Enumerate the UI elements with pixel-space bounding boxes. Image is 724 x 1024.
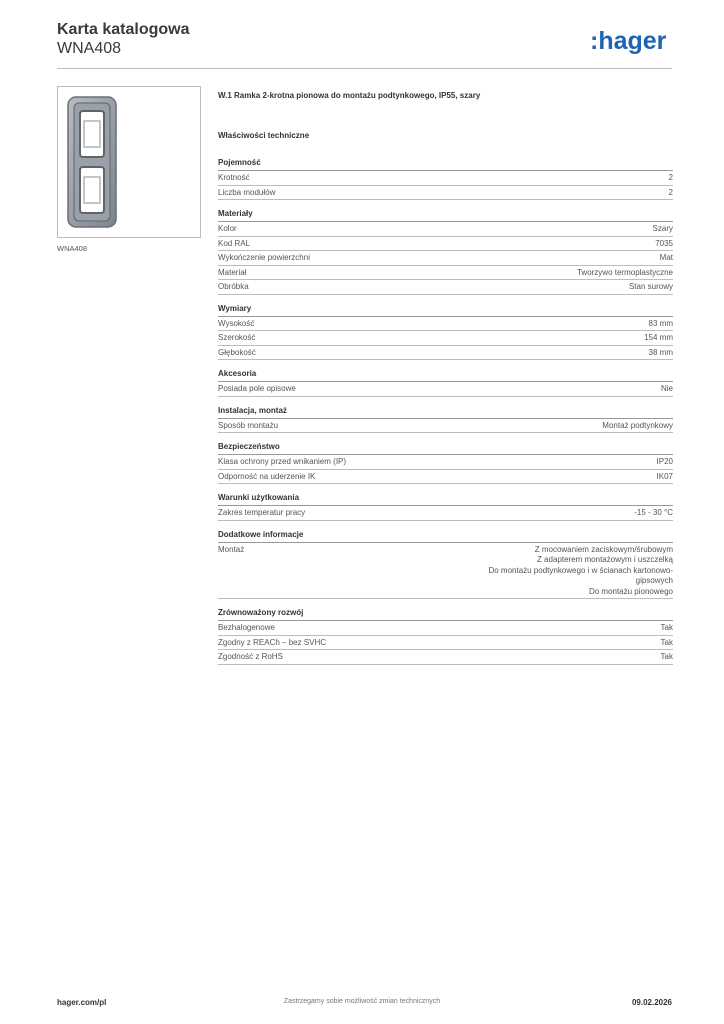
- spec-group: [218, 492, 673, 521]
- spec-label: Liczba modułów: [218, 187, 276, 197]
- spec-value: -15 - 30 °C: [634, 508, 673, 517]
- spec-row: [218, 317, 673, 332]
- spec-label: Montaż: [218, 544, 245, 554]
- spec-value: Mat: [659, 253, 673, 262]
- spec-row: [218, 419, 673, 434]
- spec-value: Tak: [660, 623, 673, 632]
- svg-text::hager: :hager: [590, 28, 667, 55]
- spec-row: [218, 455, 673, 470]
- spec-group: [218, 529, 673, 600]
- spec-group-title: Pojemność: [218, 157, 673, 171]
- footer-disclaimer: Zastrzegamy sobie możliwość zmian technicznych: [283, 998, 441, 1005]
- spec-value: Szary: [652, 224, 673, 233]
- spec-label: Klasa ochrony przed wnikaniem (IP): [218, 457, 347, 466]
- spec-value: Z mocowaniem zaciskowym/śrubowym Z adapterem montażowym i uszczelką Do montażu podtynkowego i w ścianach kartonowo- gipsowych Do montażu pionowego: [488, 544, 673, 596]
- document-title: Karta katalogowa: [57, 21, 190, 38]
- section-title: Właściwości techniczne: [218, 131, 310, 140]
- spec-group-title: Bezpieczeństwo: [218, 441, 673, 455]
- spec-row: [218, 266, 673, 281]
- image-caption: WNA408: [57, 244, 88, 253]
- spec-group: [218, 157, 673, 200]
- spec-row: [218, 650, 673, 665]
- spec-label: Odporność na uderzenie IK: [218, 471, 316, 481]
- spec-row: [218, 171, 673, 186]
- frame-illustration: [58, 87, 200, 237]
- spec-label: Głębokość: [218, 347, 256, 357]
- spec-group: [218, 303, 673, 361]
- spec-value: Stan surowy: [628, 282, 673, 291]
- spec-group-title: Instalacja, montaż: [218, 405, 673, 419]
- spec-row: [218, 251, 673, 266]
- spec-row: [218, 186, 673, 201]
- spec-label: Posiada pole opisowe: [218, 384, 296, 393]
- spec-row: [218, 237, 673, 252]
- spec-row: [218, 331, 673, 346]
- spec-group-title: Warunki użytkowania: [218, 492, 673, 506]
- spec-value: 2: [668, 173, 673, 182]
- spec-value: Tak: [660, 652, 673, 661]
- spec-value: IP20: [656, 457, 673, 466]
- spec-group-title: Materiały: [218, 208, 673, 222]
- spec-group: [218, 368, 673, 397]
- spec-group: [218, 405, 673, 434]
- spec-row: [218, 543, 673, 600]
- spec-sheet: [218, 90, 673, 673]
- spec-group: [218, 208, 673, 295]
- header-divider: [57, 68, 672, 69]
- spec-label: Krotność: [218, 173, 250, 182]
- spec-group-title: Wymiary: [218, 303, 673, 317]
- spec-row: [218, 621, 673, 636]
- spec-label: Kod RAL: [218, 238, 251, 248]
- spec-group: [218, 607, 673, 665]
- spec-label: Zgodny z REACh – bez SVHC: [218, 637, 327, 647]
- spec-label: Bezhalogenowe: [218, 623, 275, 632]
- spec-value: 2: [668, 187, 673, 197]
- spec-label: Szerokość: [218, 333, 256, 342]
- spec-label: Kolor: [218, 224, 237, 233]
- spec-row: [218, 382, 673, 397]
- spec-label: Sposób montażu: [218, 420, 279, 430]
- spec-value: 83 mm: [648, 318, 673, 328]
- spec-group: [218, 441, 673, 484]
- spec-group-title: Dodatkowe informacje: [218, 529, 673, 543]
- footer-date: 09.02.2026: [631, 998, 672, 1007]
- product-code: WNA408: [57, 40, 122, 57]
- spec-row: [218, 346, 673, 361]
- spec-label: Zakres temperatur pracy: [218, 508, 306, 517]
- spec-value: Nie: [660, 384, 673, 393]
- spec-label: Zgodność z RoHS: [218, 652, 283, 661]
- hager-logo: [590, 28, 672, 56]
- spec-value: Tworzywo termoplastyczne: [576, 267, 673, 277]
- spec-label: Materiał: [218, 267, 247, 277]
- spec-value: Montaż podtynkowy: [602, 420, 673, 430]
- spec-value: 7035: [655, 238, 673, 248]
- spec-value: IK07: [656, 471, 673, 481]
- spec-row: [218, 222, 673, 237]
- spec-row: [218, 506, 673, 521]
- spec-group-title: Zrównoważony rozwój: [218, 607, 673, 621]
- spec-row: [218, 470, 673, 485]
- spec-label: Wykończenie powierzchni: [218, 253, 310, 262]
- spec-row: [218, 280, 673, 295]
- spec-label: Obróbka: [218, 282, 249, 291]
- spec-value: Tak: [660, 637, 673, 647]
- product-title: W.1 Ramka 2-krotna pionowa do montażu podtynkowego, IP55, szary: [218, 91, 481, 100]
- product-image: [57, 86, 201, 238]
- spec-value: 154 mm: [644, 333, 673, 342]
- spec-row: [218, 636, 673, 651]
- footer-website[interactable]: hager.com/pl: [57, 998, 107, 1007]
- spec-group-title: Akcesoria: [218, 368, 673, 382]
- spec-value: 38 mm: [648, 347, 673, 357]
- spec-label: Wysokość: [218, 318, 255, 328]
- spec-groups: [218, 157, 673, 665]
